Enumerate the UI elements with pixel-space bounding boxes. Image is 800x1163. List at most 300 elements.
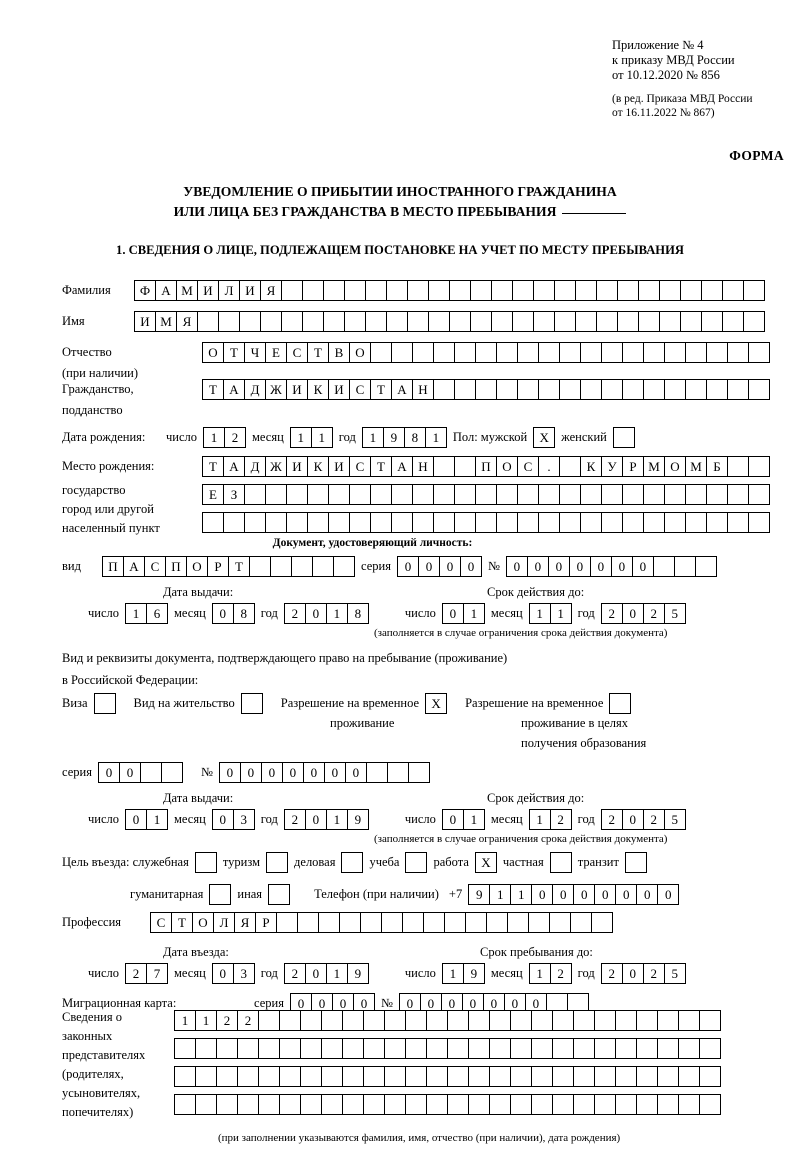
char-cell[interactable]: А: [391, 379, 413, 400]
char-cell[interactable]: 2: [643, 963, 665, 984]
permit-valid-month-cells[interactable]: [529, 809, 572, 830]
char-cell[interactable]: 9: [468, 884, 490, 905]
char-cell[interactable]: [559, 456, 581, 477]
char-cell[interactable]: [391, 342, 413, 363]
char-cell[interactable]: И: [328, 456, 350, 477]
char-cell[interactable]: [643, 379, 665, 400]
char-cell[interactable]: З: [223, 484, 245, 505]
char-cell[interactable]: [486, 912, 508, 933]
char-cell[interactable]: 0: [332, 993, 354, 1014]
doc-issue-month-cells[interactable]: [212, 603, 255, 624]
char-cell[interactable]: [339, 912, 361, 933]
char-cell[interactable]: 0: [282, 762, 304, 783]
char-cell[interactable]: [405, 1066, 427, 1087]
char-cell[interactable]: [659, 311, 681, 332]
char-cell[interactable]: [748, 342, 770, 363]
char-cell[interactable]: [328, 512, 350, 533]
char-cell[interactable]: [216, 1066, 238, 1087]
char-cell[interactable]: [552, 1038, 574, 1059]
permit-valid-day-cells[interactable]: [442, 809, 485, 830]
char-cell[interactable]: [748, 379, 770, 400]
char-cell[interactable]: 2: [601, 603, 623, 624]
char-cell[interactable]: [622, 342, 644, 363]
char-cell[interactable]: 1: [510, 884, 532, 905]
char-cell[interactable]: [381, 912, 403, 933]
char-cell[interactable]: [706, 342, 728, 363]
char-cell[interactable]: 2: [284, 963, 306, 984]
char-cell[interactable]: 2: [601, 809, 623, 830]
char-cell[interactable]: [286, 512, 308, 533]
char-cell[interactable]: [695, 556, 717, 577]
char-cell[interactable]: [622, 484, 644, 505]
char-cell[interactable]: [636, 1094, 658, 1115]
doc-issue-day-cells[interactable]: [125, 603, 168, 624]
purpose-business-checkbox[interactable]: [341, 852, 363, 873]
char-cell[interactable]: 5: [664, 603, 686, 624]
legal-rep-line-3-cells[interactable]: [174, 1066, 721, 1087]
char-cell[interactable]: Т: [370, 456, 392, 477]
residence-permit-checkbox[interactable]: [241, 693, 263, 714]
patronymic-cells[interactable]: [202, 342, 770, 363]
doc-valid-year-cells[interactable]: [601, 603, 686, 624]
char-cell[interactable]: [653, 556, 675, 577]
char-cell[interactable]: [528, 912, 550, 933]
char-cell[interactable]: [161, 762, 183, 783]
char-cell[interactable]: Ж: [265, 456, 287, 477]
char-cell[interactable]: Д: [244, 456, 266, 477]
char-cell[interactable]: [722, 280, 744, 301]
phone-cells[interactable]: [468, 884, 679, 905]
char-cell[interactable]: Н: [412, 456, 434, 477]
char-cell[interactable]: 0: [442, 809, 464, 830]
char-cell[interactable]: 0: [657, 884, 679, 905]
char-cell[interactable]: [349, 512, 371, 533]
char-cell[interactable]: [594, 1066, 616, 1087]
document-number-cells[interactable]: [506, 556, 717, 577]
char-cell[interactable]: [279, 1066, 301, 1087]
char-cell[interactable]: [300, 1010, 322, 1031]
char-cell[interactable]: 0: [531, 884, 553, 905]
char-cell[interactable]: Т: [202, 456, 224, 477]
char-cell[interactable]: [643, 512, 665, 533]
permit-number-cells[interactable]: [219, 762, 430, 783]
char-cell[interactable]: [601, 512, 623, 533]
char-cell[interactable]: 3: [233, 809, 255, 830]
char-cell[interactable]: 1: [489, 884, 511, 905]
char-cell[interactable]: [426, 1066, 448, 1087]
char-cell[interactable]: [454, 484, 476, 505]
char-cell[interactable]: [657, 1066, 679, 1087]
char-cell[interactable]: Т: [202, 379, 224, 400]
char-cell[interactable]: [573, 1066, 595, 1087]
char-cell[interactable]: [678, 1066, 700, 1087]
char-cell[interactable]: [258, 1094, 280, 1115]
char-cell[interactable]: [465, 912, 487, 933]
char-cell[interactable]: 1: [195, 1010, 217, 1031]
char-cell[interactable]: Б: [706, 456, 728, 477]
char-cell[interactable]: 8: [347, 603, 369, 624]
char-cell[interactable]: [636, 1010, 658, 1031]
char-cell[interactable]: 1: [529, 603, 551, 624]
char-cell[interactable]: [405, 1094, 427, 1115]
char-cell[interactable]: [748, 512, 770, 533]
char-cell[interactable]: [270, 556, 292, 577]
char-cell[interactable]: [638, 311, 660, 332]
char-cell[interactable]: [475, 484, 497, 505]
char-cell[interactable]: [447, 1010, 469, 1031]
char-cell[interactable]: [594, 1094, 616, 1115]
char-cell[interactable]: [680, 280, 702, 301]
char-cell[interactable]: [699, 1094, 721, 1115]
char-cell[interactable]: К: [307, 456, 329, 477]
permit-issue-year-cells[interactable]: [284, 809, 369, 830]
char-cell[interactable]: [580, 484, 602, 505]
profession-cells[interactable]: [150, 912, 613, 933]
char-cell[interactable]: [433, 379, 455, 400]
char-cell[interactable]: 0: [290, 993, 312, 1014]
char-cell[interactable]: [601, 484, 623, 505]
char-cell[interactable]: 2: [643, 603, 665, 624]
char-cell[interactable]: 2: [125, 963, 147, 984]
char-cell[interactable]: О: [192, 912, 214, 933]
char-cell[interactable]: [596, 311, 618, 332]
char-cell[interactable]: 5: [664, 963, 686, 984]
char-cell[interactable]: Е: [265, 342, 287, 363]
char-cell[interactable]: [365, 280, 387, 301]
stay-day-cells[interactable]: [442, 963, 485, 984]
char-cell[interactable]: 2: [224, 427, 246, 448]
char-cell[interactable]: [554, 280, 576, 301]
char-cell[interactable]: Ч: [244, 342, 266, 363]
char-cell[interactable]: [552, 1094, 574, 1115]
char-cell[interactable]: [237, 1038, 259, 1059]
char-cell[interactable]: 9: [347, 809, 369, 830]
char-cell[interactable]: [302, 311, 324, 332]
char-cell[interactable]: [538, 484, 560, 505]
char-cell[interactable]: [174, 1094, 196, 1115]
char-cell[interactable]: 1: [326, 809, 348, 830]
char-cell[interactable]: [218, 311, 240, 332]
char-cell[interactable]: [617, 280, 639, 301]
char-cell[interactable]: 0: [353, 993, 375, 1014]
char-cell[interactable]: 1: [463, 603, 485, 624]
char-cell[interactable]: [722, 311, 744, 332]
char-cell[interactable]: 0: [636, 884, 658, 905]
char-cell[interactable]: А: [155, 280, 177, 301]
char-cell[interactable]: 1: [326, 603, 348, 624]
char-cell[interactable]: [596, 280, 618, 301]
legal-rep-line-2-cells[interactable]: [174, 1038, 721, 1059]
char-cell[interactable]: [636, 1066, 658, 1087]
char-cell[interactable]: [657, 1038, 679, 1059]
purpose-transit-checkbox[interactable]: [625, 852, 647, 873]
char-cell[interactable]: [321, 1066, 343, 1087]
char-cell[interactable]: [454, 379, 476, 400]
char-cell[interactable]: [365, 311, 387, 332]
char-cell[interactable]: [664, 342, 686, 363]
char-cell[interactable]: [370, 342, 392, 363]
purpose-tourism-checkbox[interactable]: [266, 852, 288, 873]
char-cell[interactable]: [342, 1094, 364, 1115]
char-cell[interactable]: А: [223, 456, 245, 477]
char-cell[interactable]: [363, 1038, 385, 1059]
char-cell[interactable]: [743, 311, 765, 332]
char-cell[interactable]: [447, 1038, 469, 1059]
char-cell[interactable]: 0: [119, 762, 141, 783]
char-cell[interactable]: [342, 1038, 364, 1059]
char-cell[interactable]: [575, 280, 597, 301]
char-cell[interactable]: [559, 342, 581, 363]
char-cell[interactable]: [391, 512, 413, 533]
char-cell[interactable]: [591, 912, 613, 933]
char-cell[interactable]: И: [286, 456, 308, 477]
stay-year-cells[interactable]: [601, 963, 686, 984]
char-cell[interactable]: [384, 1066, 406, 1087]
char-cell[interactable]: 0: [305, 603, 327, 624]
char-cell[interactable]: 2: [284, 603, 306, 624]
char-cell[interactable]: [622, 512, 644, 533]
char-cell[interactable]: [428, 311, 450, 332]
birth-month-cells[interactable]: [290, 427, 333, 448]
char-cell[interactable]: [601, 342, 623, 363]
char-cell[interactable]: 0: [345, 762, 367, 783]
char-cell[interactable]: [366, 762, 388, 783]
char-cell[interactable]: [468, 1066, 490, 1087]
char-cell[interactable]: [517, 512, 539, 533]
char-cell[interactable]: [258, 1066, 280, 1087]
entry-day-cells[interactable]: [125, 963, 168, 984]
char-cell[interactable]: [489, 1010, 511, 1031]
char-cell[interactable]: [510, 1038, 532, 1059]
char-cell[interactable]: 2: [216, 1010, 238, 1031]
char-cell[interactable]: [384, 1010, 406, 1031]
char-cell[interactable]: [323, 311, 345, 332]
char-cell[interactable]: [743, 280, 765, 301]
char-cell[interactable]: [664, 379, 686, 400]
char-cell[interactable]: 0: [98, 762, 120, 783]
char-cell[interactable]: [363, 1010, 385, 1031]
char-cell[interactable]: 0: [212, 963, 234, 984]
char-cell[interactable]: 0: [219, 762, 241, 783]
char-cell[interactable]: [489, 1038, 511, 1059]
char-cell[interactable]: [475, 342, 497, 363]
char-cell[interactable]: [174, 1066, 196, 1087]
char-cell[interactable]: 0: [439, 556, 461, 577]
char-cell[interactable]: М: [643, 456, 665, 477]
char-cell[interactable]: 9: [383, 427, 405, 448]
char-cell[interactable]: [685, 512, 707, 533]
char-cell[interactable]: Я: [234, 912, 256, 933]
purpose-other-checkbox[interactable]: [268, 884, 290, 905]
char-cell[interactable]: 0: [622, 963, 644, 984]
permit-issue-day-cells[interactable]: [125, 809, 168, 830]
char-cell[interactable]: [727, 484, 749, 505]
char-cell[interactable]: [386, 280, 408, 301]
char-cell[interactable]: [594, 1010, 616, 1031]
char-cell[interactable]: [475, 379, 497, 400]
char-cell[interactable]: [344, 280, 366, 301]
char-cell[interactable]: [510, 1010, 532, 1031]
char-cell[interactable]: [699, 1038, 721, 1059]
char-cell[interactable]: 0: [506, 556, 528, 577]
char-cell[interactable]: 0: [311, 993, 333, 1014]
char-cell[interactable]: Д: [244, 379, 266, 400]
char-cell[interactable]: Ф: [134, 280, 156, 301]
char-cell[interactable]: С: [517, 456, 539, 477]
char-cell[interactable]: [342, 1010, 364, 1031]
char-cell[interactable]: Н: [412, 379, 434, 400]
char-cell[interactable]: [237, 1094, 259, 1115]
doc-issue-year-cells[interactable]: [284, 603, 369, 624]
char-cell[interactable]: [258, 1010, 280, 1031]
legal-rep-line-1-cells[interactable]: [174, 1010, 721, 1031]
permit-valid-year-cells[interactable]: [601, 809, 686, 830]
char-cell[interactable]: [279, 1038, 301, 1059]
char-cell[interactable]: [447, 1094, 469, 1115]
char-cell[interactable]: Р: [622, 456, 644, 477]
char-cell[interactable]: [318, 912, 340, 933]
char-cell[interactable]: [468, 1010, 490, 1031]
char-cell[interactable]: Я: [176, 311, 198, 332]
char-cell[interactable]: [554, 311, 576, 332]
char-cell[interactable]: [223, 512, 245, 533]
char-cell[interactable]: [433, 512, 455, 533]
doc-valid-month-cells[interactable]: [529, 603, 572, 624]
char-cell[interactable]: [496, 342, 518, 363]
surname-cells[interactable]: [134, 280, 765, 301]
char-cell[interactable]: [491, 280, 513, 301]
char-cell[interactable]: [510, 1066, 532, 1087]
char-cell[interactable]: [300, 1038, 322, 1059]
char-cell[interactable]: 1: [529, 809, 551, 830]
char-cell[interactable]: [195, 1066, 217, 1087]
char-cell[interactable]: [387, 762, 409, 783]
char-cell[interactable]: [454, 456, 476, 477]
char-cell[interactable]: [328, 484, 350, 505]
char-cell[interactable]: М: [685, 456, 707, 477]
char-cell[interactable]: 0: [261, 762, 283, 783]
char-cell[interactable]: О: [349, 342, 371, 363]
char-cell[interactable]: [426, 1094, 448, 1115]
temp-residence-checkbox[interactable]: X: [425, 693, 447, 714]
char-cell[interactable]: [281, 311, 303, 332]
char-cell[interactable]: [727, 342, 749, 363]
char-cell[interactable]: [549, 912, 571, 933]
char-cell[interactable]: 0: [573, 884, 595, 905]
char-cell[interactable]: [428, 280, 450, 301]
char-cell[interactable]: 0: [569, 556, 591, 577]
char-cell[interactable]: [573, 1010, 595, 1031]
char-cell[interactable]: 0: [418, 556, 440, 577]
char-cell[interactable]: 1: [174, 1010, 196, 1031]
char-cell[interactable]: [349, 484, 371, 505]
entry-month-cells[interactable]: [212, 963, 255, 984]
char-cell[interactable]: И: [328, 379, 350, 400]
entry-year-cells[interactable]: [284, 963, 369, 984]
char-cell[interactable]: [279, 1094, 301, 1115]
char-cell[interactable]: [496, 484, 518, 505]
char-cell[interactable]: [405, 1010, 427, 1031]
char-cell[interactable]: [370, 512, 392, 533]
char-cell[interactable]: 0: [462, 993, 484, 1014]
char-cell[interactable]: [531, 1066, 553, 1087]
purpose-private-checkbox[interactable]: [550, 852, 572, 873]
char-cell[interactable]: [664, 512, 686, 533]
char-cell[interactable]: [258, 1038, 280, 1059]
char-cell[interactable]: [412, 512, 434, 533]
document-series-cells[interactable]: [397, 556, 482, 577]
char-cell[interactable]: [706, 512, 728, 533]
char-cell[interactable]: 0: [397, 556, 419, 577]
char-cell[interactable]: 0: [504, 993, 526, 1014]
char-cell[interactable]: У: [601, 456, 623, 477]
char-cell[interactable]: П: [165, 556, 187, 577]
char-cell[interactable]: [407, 280, 429, 301]
char-cell[interactable]: [426, 1010, 448, 1031]
char-cell[interactable]: 3: [233, 963, 255, 984]
char-cell[interactable]: [468, 1038, 490, 1059]
char-cell[interactable]: 0: [548, 556, 570, 577]
char-cell[interactable]: 1: [203, 427, 225, 448]
legal-rep-line-4-cells[interactable]: [174, 1094, 721, 1115]
permit-issue-month-cells[interactable]: [212, 809, 255, 830]
char-cell[interactable]: 0: [525, 993, 547, 1014]
birthplace-line-1-cells[interactable]: [202, 456, 770, 477]
char-cell[interactable]: А: [123, 556, 145, 577]
char-cell[interactable]: [307, 484, 329, 505]
char-cell[interactable]: [531, 1010, 553, 1031]
char-cell[interactable]: [291, 556, 313, 577]
char-cell[interactable]: [489, 1094, 511, 1115]
char-cell[interactable]: Т: [307, 342, 329, 363]
char-cell[interactable]: [491, 311, 513, 332]
char-cell[interactable]: [517, 342, 539, 363]
char-cell[interactable]: [321, 1038, 343, 1059]
char-cell[interactable]: [281, 280, 303, 301]
char-cell[interactable]: [685, 484, 707, 505]
char-cell[interactable]: [195, 1094, 217, 1115]
char-cell[interactable]: 0: [303, 762, 325, 783]
char-cell[interactable]: [496, 379, 518, 400]
char-cell[interactable]: 2: [284, 809, 306, 830]
char-cell[interactable]: Е: [202, 484, 224, 505]
char-cell[interactable]: [244, 484, 266, 505]
char-cell[interactable]: [202, 512, 224, 533]
char-cell[interactable]: 8: [404, 427, 426, 448]
char-cell[interactable]: 2: [550, 809, 572, 830]
char-cell[interactable]: [300, 1094, 322, 1115]
char-cell[interactable]: [412, 342, 434, 363]
char-cell[interactable]: [580, 379, 602, 400]
char-cell[interactable]: К: [580, 456, 602, 477]
char-cell[interactable]: [517, 484, 539, 505]
char-cell[interactable]: [321, 1010, 343, 1031]
char-cell[interactable]: [312, 556, 334, 577]
char-cell[interactable]: [601, 379, 623, 400]
char-cell[interactable]: В: [328, 342, 350, 363]
char-cell[interactable]: [517, 379, 539, 400]
char-cell[interactable]: [594, 1038, 616, 1059]
char-cell[interactable]: [402, 912, 424, 933]
char-cell[interactable]: Т: [370, 379, 392, 400]
char-cell[interactable]: 0: [615, 884, 637, 905]
char-cell[interactable]: 0: [590, 556, 612, 577]
char-cell[interactable]: 0: [483, 993, 505, 1014]
char-cell[interactable]: [426, 1038, 448, 1059]
char-cell[interactable]: [370, 484, 392, 505]
doc-valid-day-cells[interactable]: [442, 603, 485, 624]
char-cell[interactable]: [302, 280, 324, 301]
